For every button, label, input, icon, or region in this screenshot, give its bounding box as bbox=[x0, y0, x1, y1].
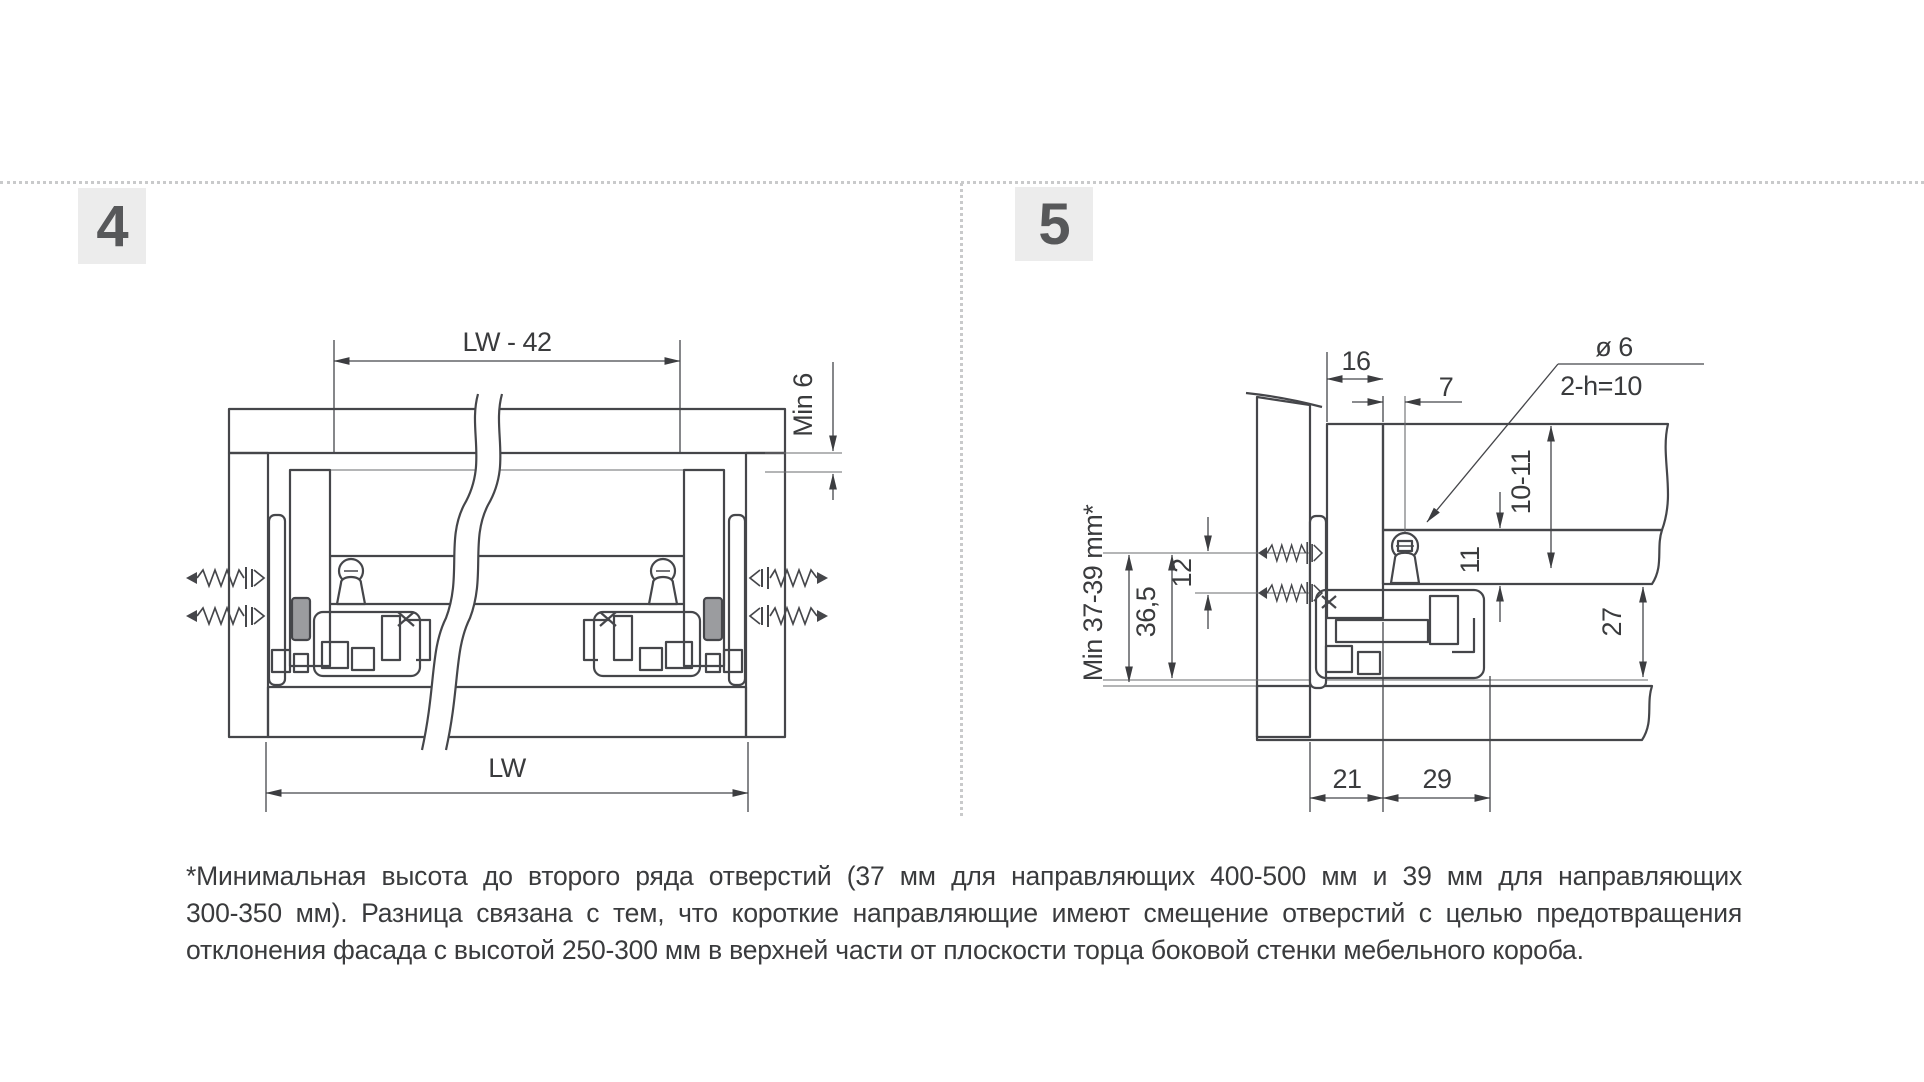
dim-label-16: 16 bbox=[1341, 346, 1371, 376]
footnote-line-2: 300-350 мм). Разница связана с тем, что короткие направляющие имеют смещение отверстий с целью предотвращения bbox=[186, 898, 1742, 928]
cabinet-side-wall bbox=[229, 453, 268, 737]
cabinet-top-panel bbox=[229, 409, 785, 453]
dim-label-27: 27 bbox=[1597, 607, 1627, 637]
footnote bbox=[186, 858, 1742, 969]
figure5-number: 5 bbox=[1038, 191, 1070, 257]
dim-label-29: 29 bbox=[1422, 764, 1452, 794]
figure4-right-half bbox=[584, 453, 828, 737]
figure4-drawing bbox=[186, 327, 842, 812]
dim-label-hole-diameter: ø 6 bbox=[1595, 332, 1633, 362]
footnote-line-3: отклонения фасада с высотой 250-300 мм в верхней части от плоскости торца боковой стенки мебельного короба. bbox=[186, 935, 1584, 965]
dim-label-12: 12 bbox=[1167, 558, 1197, 588]
clip-hook bbox=[1391, 553, 1419, 583]
figure4-number: 4 bbox=[96, 193, 128, 259]
rail-band-section bbox=[1383, 530, 1662, 584]
dim-label-36-5: 36,5 bbox=[1131, 586, 1161, 638]
lower-shelf-section bbox=[1257, 686, 1652, 740]
figure4-left-half bbox=[186, 453, 430, 737]
dim-label-7: 7 bbox=[1438, 372, 1454, 402]
footnote-line-1: *Минимальная высота до второго ряда отверстий (37 мм для направляющих 400-500 мм и 39 мм для направляющих bbox=[186, 861, 1742, 891]
dim-label-lw42: LW - 42 bbox=[462, 327, 552, 357]
dim-label-min-37-39: Min 37-39 mm* bbox=[1078, 504, 1108, 682]
figure5-drawing bbox=[1078, 332, 1704, 812]
drawer-bottom-panel bbox=[330, 556, 684, 604]
dim-label-hole-spec: 2-h=10 bbox=[1560, 371, 1642, 401]
dim-label-11: 11 bbox=[1455, 546, 1485, 574]
cabinet-bottom-panel bbox=[268, 687, 746, 737]
dim-label-min6: Min 6 bbox=[788, 373, 818, 437]
dim-label-lw: LW bbox=[488, 753, 526, 783]
dim-label-21: 21 bbox=[1332, 764, 1362, 794]
dim-label-10-11: 10-11 bbox=[1506, 449, 1536, 515]
slide-mechanism bbox=[1316, 590, 1484, 678]
